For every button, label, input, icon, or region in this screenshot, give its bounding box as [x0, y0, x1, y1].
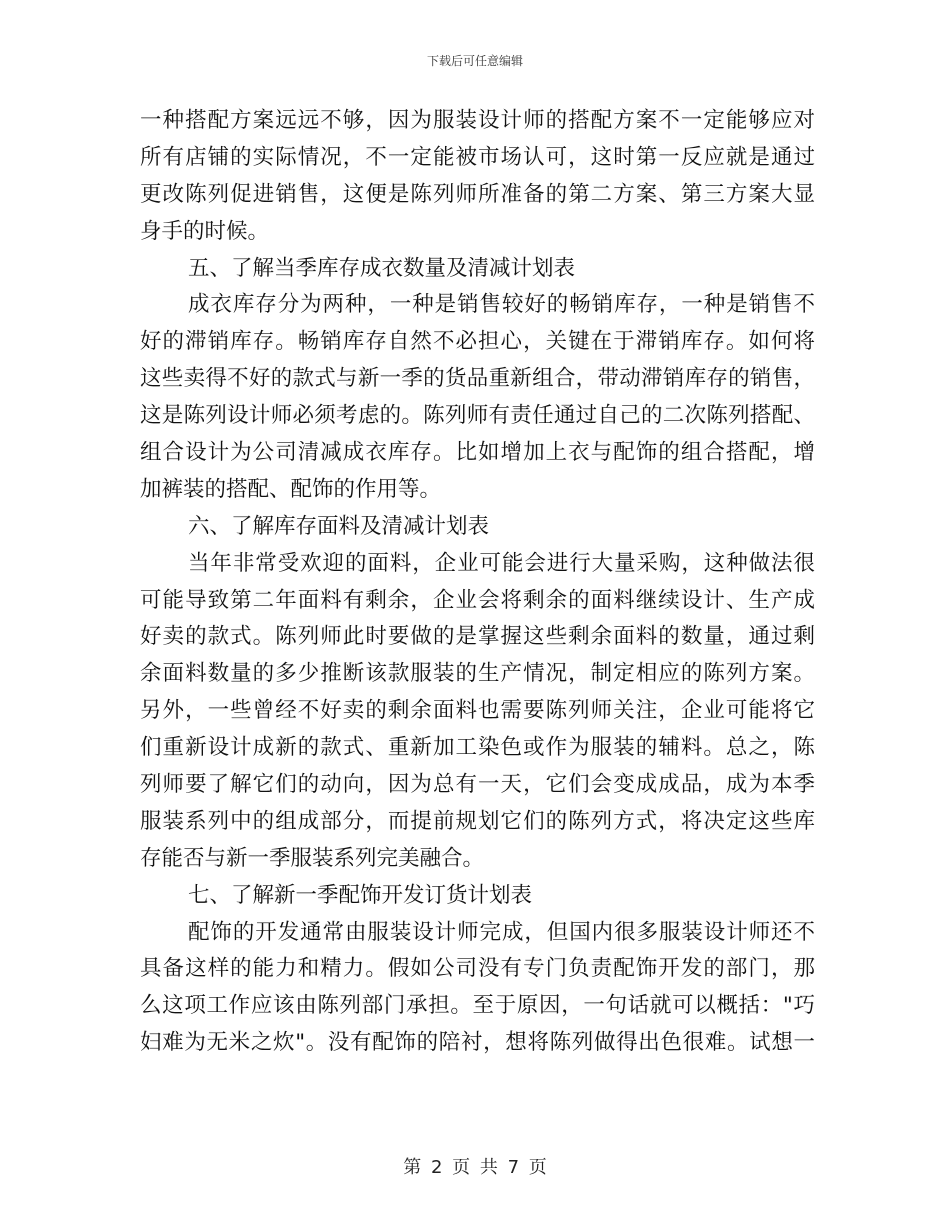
paragraph-line: 好的滞销库存。畅销库存自然不必担心，关键在于滞销库存。如何将 — [140, 329, 815, 355]
paragraph-line: 组合设计为公司清减成衣库存。比如增加上衣与配饰的组合搭配，增 — [140, 440, 815, 466]
paragraph-line: 妇难为无米之炊"。没有配饰的陪衬，想将陈列做得出色很难。试想一 — [140, 1030, 815, 1056]
paragraph-line: 配饰的开发通常由服装设计师完成，但国内很多服装设计师还不 — [188, 919, 815, 945]
paragraph-line: 存能否与新一季服装系列完美融合。 — [140, 845, 485, 871]
paragraph-line: 服装系列中的组成部分，而提前规划它们的陈列方式，将决定这些库 — [140, 808, 815, 834]
paragraph-line: 么这项工作应该由陈列部门承担。至于原因，一句话就可以概括："巧 — [140, 993, 815, 1019]
paragraph-line: 具备这样的能力和精力。假如公司没有专门负责配饰开发的部门，那 — [140, 956, 815, 982]
paragraph-line: 列师要了解它们的动向，因为总有一天，它们会变成成品，成为本季 — [140, 772, 815, 798]
paragraph-line: 一种搭配方案远远不够，因为服装设计师的搭配方案不一定能够应对 — [140, 108, 815, 133]
page-header: 下载后可任意编辑 — [426, 54, 523, 68]
section-heading: 六、了解库存面料及清减计划表 — [188, 513, 490, 539]
paragraph-line: 加裤装的搭配、配饰的作用等。 — [140, 476, 442, 502]
paragraph-line: 们重新设计成新的款式、重新加工染色或作为服装的辅料。总之，陈 — [140, 735, 815, 761]
paragraph-line: 所有店铺的实际情况，不一定能被市场认可，这时第一反应就是通过 — [140, 144, 815, 170]
paragraph-line: 这些卖得不好的款式与新一季的货品重新组合，带动滞销库存的销售， — [140, 366, 815, 392]
paragraph-line: 这是陈列设计师必须考虑的。陈列师有责任通过自己的二次陈列搭配、 — [140, 403, 815, 429]
section-heading: 七、了解新一季配饰开发订货计划表 — [188, 882, 533, 908]
paragraph-line: 余面料数量的多少推断该款服装的生产情况，制定相应的陈列方案。 — [140, 661, 815, 687]
paragraph-line: 好卖的款式。陈列师此时要做的是掌握这些剩余面料的数量，通过剩 — [140, 624, 815, 650]
paragraph-line: 可能导致第二年面料有剩余，企业会将剩余的面料继续设计、生产成 — [140, 587, 815, 613]
paragraph-line: 成衣库存分为两种，一种是销售较好的畅销库存，一种是销售不 — [188, 292, 815, 318]
document-body — [140, 103, 815, 1062]
section-heading: 五、了解当季库存成衣数量及清减计划表 — [188, 255, 576, 281]
page-footer: 第 2 页 共 7 页 — [403, 1157, 547, 1178]
paragraph-line: 身手的时候。 — [140, 218, 270, 244]
paragraph-line: 另外，一些曾经不好卖的剩余面料也需要陈列师关注，企业可能将它 — [140, 698, 815, 724]
paragraph-line: 更改陈列促进销售，这便是陈列师所准备的第二方案、第三方案大显 — [140, 181, 815, 207]
paragraph-line: 当年非常受欢迎的面料，企业可能会进行大量采购，这种做法很 — [188, 550, 815, 576]
